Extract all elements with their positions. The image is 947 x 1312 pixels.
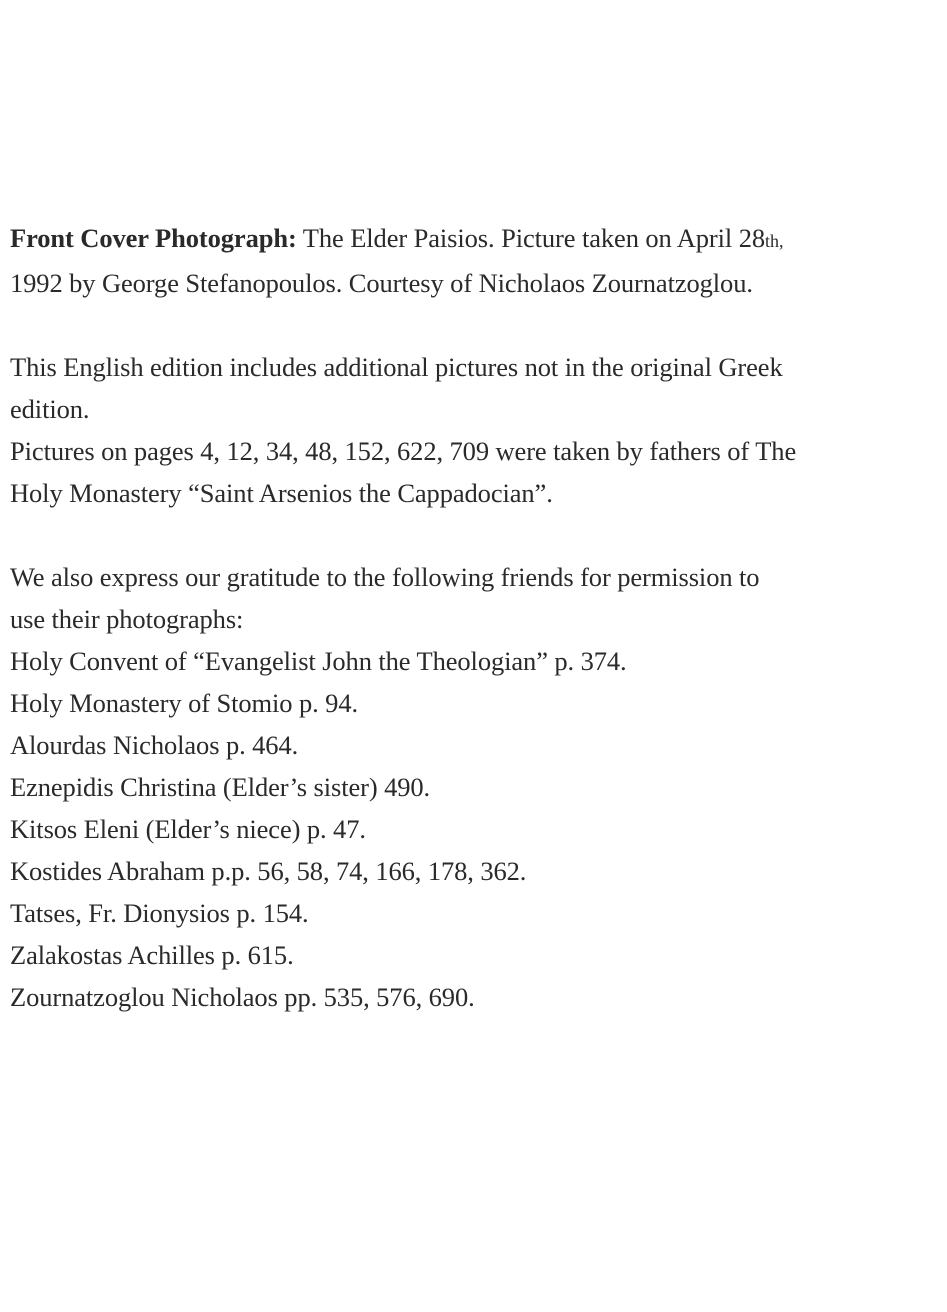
credit-item: Tatses, Fr. Dionysios p. 154. xyxy=(10,898,309,928)
edition-paragraph xyxy=(10,346,938,514)
credit-item: Zournatzoglou Nicholaos pp. 535, 576, 690. xyxy=(10,982,475,1012)
gratitude-paragraph xyxy=(10,556,938,640)
edition-line-1: This English edition includes additional pictures not in the original Greek xyxy=(10,352,783,382)
ordinal-suffix: th, xyxy=(765,231,784,251)
credit-item: Holy Convent of “Evangelist John the Theologian” p. 374. xyxy=(10,646,627,676)
edition-line-3: Pictures on pages 4, 12, 34, 48, 152, 622, 709 were taken by fathers of The xyxy=(10,436,797,466)
edition-line-4: Holy Monastery “Saint Arsenios the Cappadocian”. xyxy=(10,478,553,508)
gratitude-line-1: We also express our gratitude to the following friends for permission to xyxy=(10,562,760,592)
front-cover-line-1 xyxy=(10,217,938,262)
credit-item: Kitsos Eleni (Elder’s niece) p. 47. xyxy=(10,814,366,844)
front-cover-label: Front Cover Photograph: xyxy=(10,223,297,253)
front-cover-text: The Elder Paisios. Picture taken on April 28 xyxy=(296,223,765,253)
paragraph-spacer xyxy=(10,304,938,346)
front-cover-line-2: 1992 by George Stefanopoulos. Courtesy of Nicholaos Zournatzoglou. xyxy=(10,268,753,298)
gratitude-line-2: use their photographs: xyxy=(10,604,244,634)
credits-list xyxy=(10,640,938,1018)
credits-page xyxy=(10,217,938,1018)
credit-item: Alourdas Nicholaos p. 464. xyxy=(10,730,299,760)
paragraph-spacer xyxy=(10,514,938,556)
credit-item: Zalakostas Achilles p. 615. xyxy=(10,940,294,970)
front-cover-paragraph xyxy=(10,217,938,304)
credit-item: Holy Monastery of Stomio p. 94. xyxy=(10,688,359,718)
edition-line-2: edition. xyxy=(10,394,90,424)
credit-item: Eznepidis Christina (Elder’s sister) 490. xyxy=(10,772,431,802)
credit-item: Kostides Abraham p.p. 56, 58, 74, 166, 178, 362. xyxy=(10,856,527,886)
